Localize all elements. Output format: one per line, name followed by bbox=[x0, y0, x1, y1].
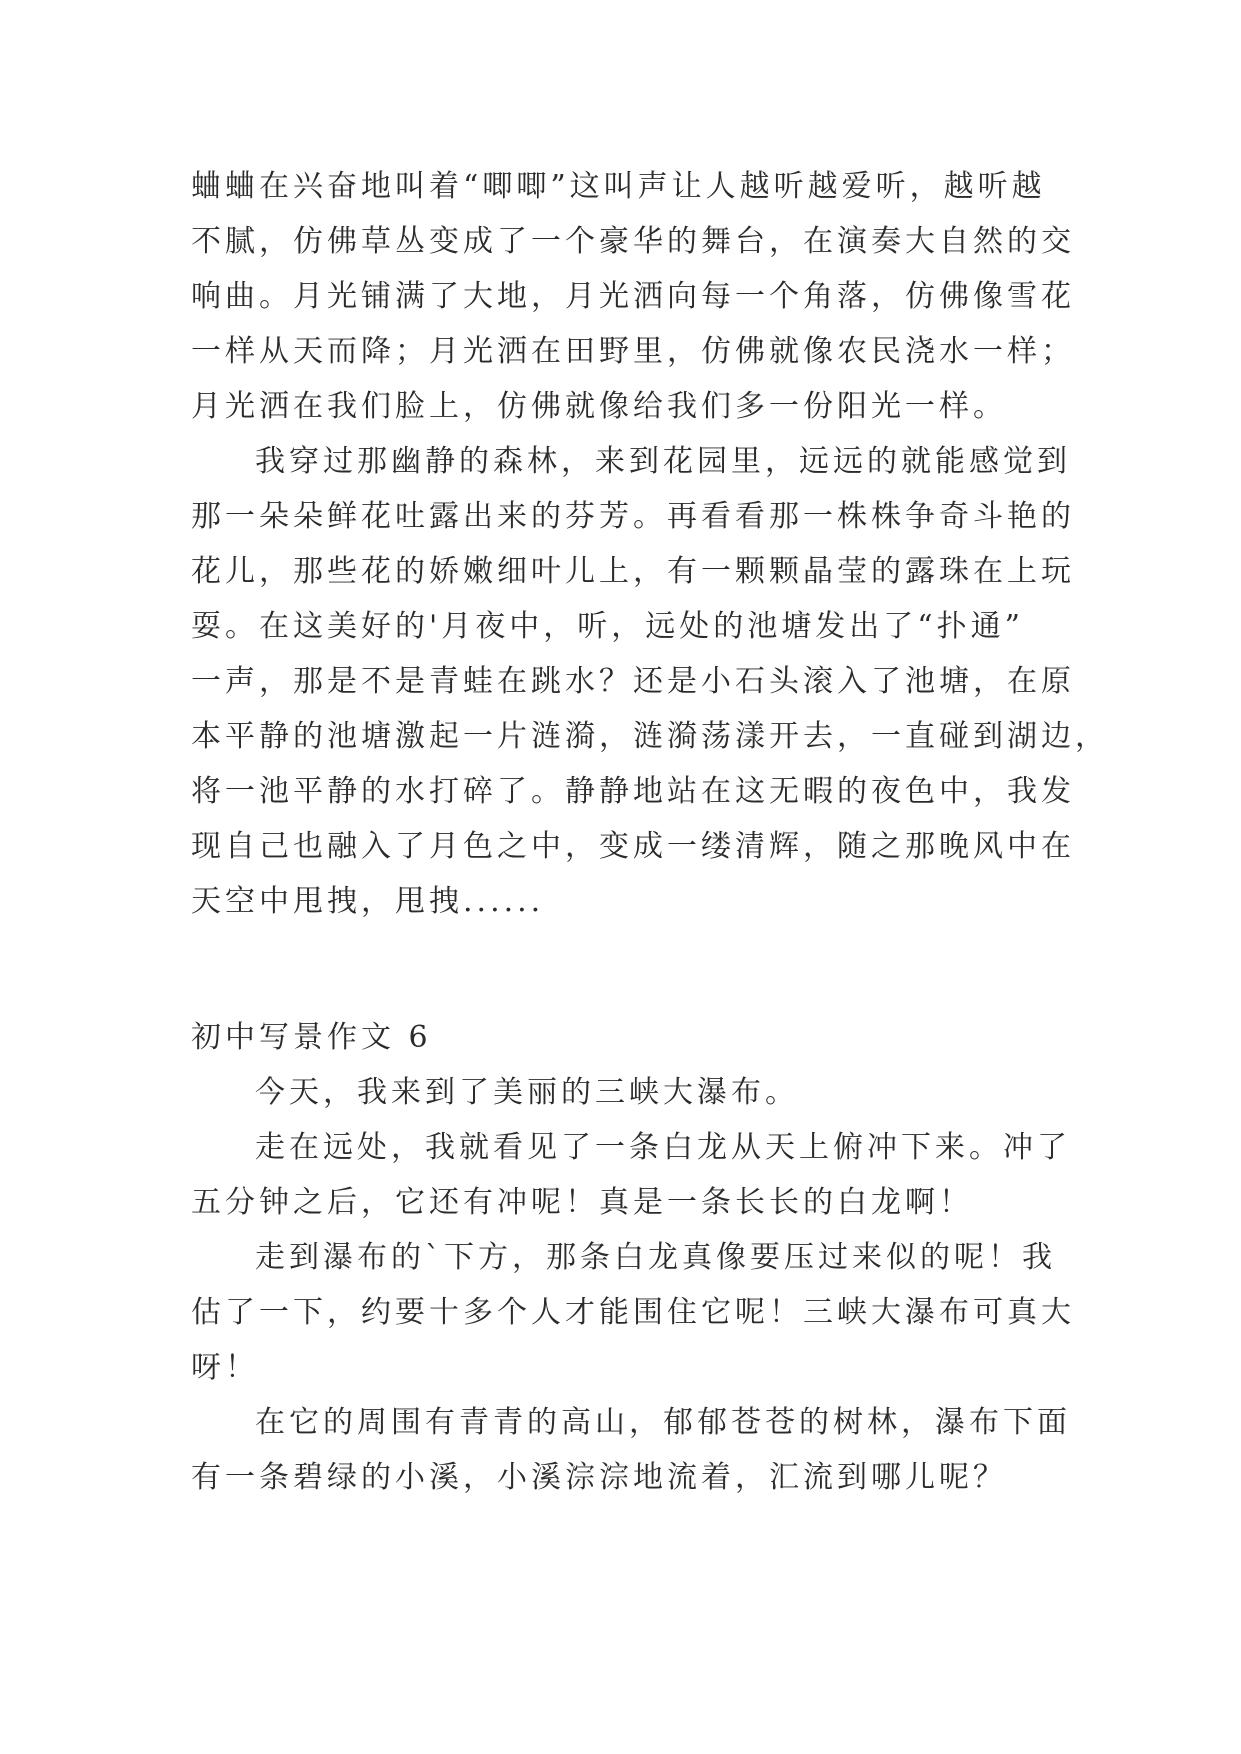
text-line: 呀！ bbox=[191, 1350, 259, 1385]
text-line: 在它的周围有青青的高山，郁郁苍苍的树林，瀑布下面 bbox=[255, 1405, 1071, 1440]
text-line: 一声，那是不是青蛙在跳水？还是小石头滚入了池塘，在原 bbox=[191, 664, 1075, 699]
text-line: 现自己也融入了月色之中，变成一缕清辉，随之那晚风中在 bbox=[191, 829, 1075, 864]
section-title: 初中写景作文 6 bbox=[191, 1020, 432, 1055]
text-line: 不腻，仿佛草丛变成了一个豪华的舞台，在演奏大自然的交 bbox=[191, 224, 1075, 259]
text-line: 一样从天而降；月光洒在田野里，仿佛就像农民浇水一样； bbox=[191, 334, 1075, 369]
text-line: 走在远处，我就看见了一条白龙从天上俯冲下来。冲了 bbox=[255, 1130, 1071, 1165]
text-line: 将一池平静的水打碎了。静静地站在这无暇的夜色中，我发 bbox=[191, 774, 1075, 809]
text-line: 那一朵朵鲜花吐露出来的芬芳。再看看那一株株争奇斗艳的 bbox=[191, 499, 1075, 534]
text-line: 估了一下，约要十多个人才能围住它呢！三峡大瀑布可真大 bbox=[191, 1295, 1075, 1330]
text-line: 天空中甩拽，甩拽...... bbox=[191, 884, 545, 919]
text-line: 有一条碧绿的小溪，小溪淙淙地流着，汇流到哪儿呢？ bbox=[191, 1460, 1007, 1495]
text-line: 我穿过那幽静的森林，来到花园里，远远的就能感觉到 bbox=[255, 444, 1071, 479]
text-line: 花儿，那些花的娇嫩细叶儿上，有一颗颗晶莹的露珠在上玩 bbox=[191, 554, 1075, 589]
text-line: 五分钟之后，它还有冲呢！真是一条长长的白龙啊！ bbox=[191, 1185, 973, 1220]
text-line: 今天，我来到了美丽的三峡大瀑布。 bbox=[255, 1075, 799, 1110]
text-line: 蛐蛐在兴奋地叫着“唧唧”这叫声让人越听越爱听，越听越 bbox=[191, 169, 1046, 204]
text-line: 月光洒在我们脸上，仿佛就像给我们多一份阳光一样。 bbox=[191, 389, 1007, 424]
text-line: 响曲。月光铺满了大地，月光洒向每一个角落，仿佛像雪花 bbox=[191, 279, 1075, 314]
text-line: 本平静的池塘激起一片涟漪，涟漪荡漾开去，一直碰到湖边， bbox=[191, 719, 1109, 754]
text-line: 走到瀑布的`下方，那条白龙真像要压过来似的呢！我 bbox=[255, 1240, 1056, 1275]
text-line: 耍。在这美好的'月夜中，听，远处的池塘发出了“扑通” bbox=[191, 609, 1024, 644]
